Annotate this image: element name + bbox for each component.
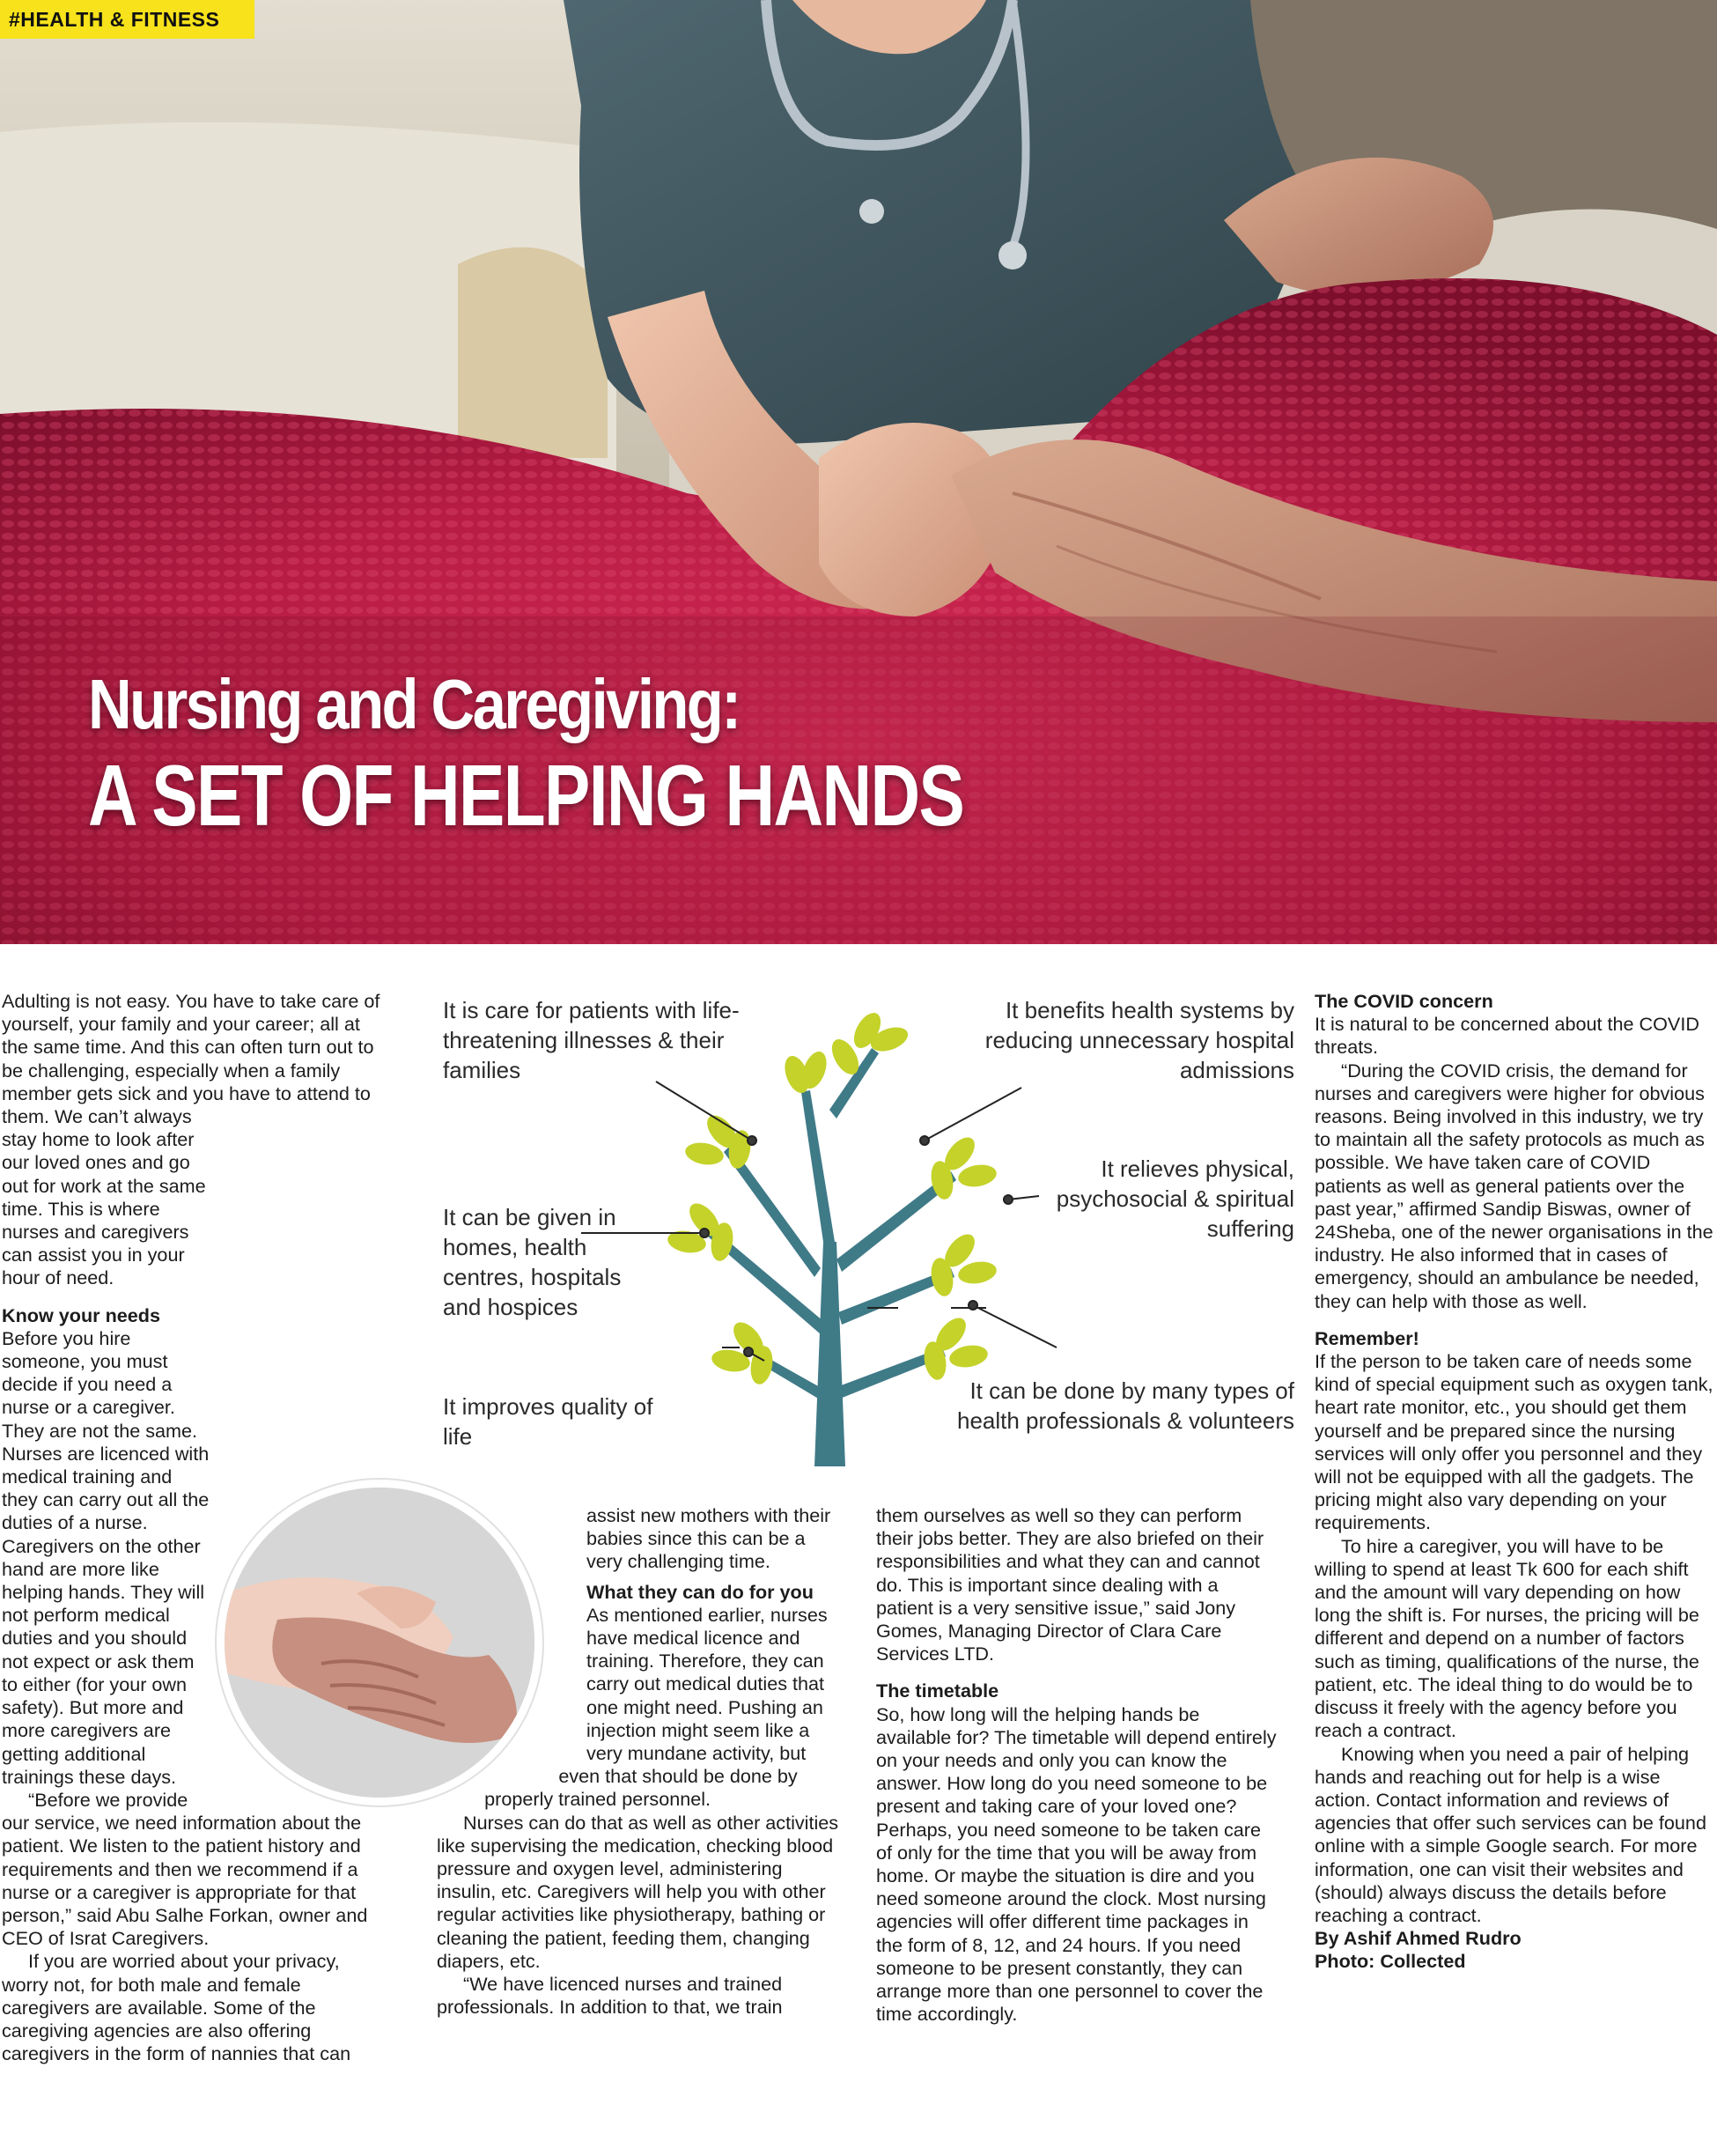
paragraph-covid-threats: It is natural to be concerned about the COVID threats. <box>1315 1013 1699 1059</box>
paragraph-pricing: To hire a caregiver, you will have to be willing to spend at least Tk 600 for each shift and the amount will vary depending on how long the shift is. For nurses, the pricing will be different and depend on a number of factors such as timing, qualifications of the nurse, the patient, etc. The ideal thing to do would be to discuss it freely with the agency before you reach a contract. <box>1315 1534 1699 1742</box>
intro-paragraph: Adulting is not easy. You have to take care of yourself, your family and your career; all at the same time. And this can often turn out to be challenging, especially when a family member gets sick and you have to attend to them. We can’t always stay home to look after our loved ones and go out for work at the same time. This is where nurses and caregivers can assist you in your hour of need. <box>2 990 380 1289</box>
column-4 <box>1315 990 1717 1974</box>
section-tag: #HEALTH & FITNESS <box>0 0 254 39</box>
info-item-2: It benefits health systems by reducing unnecessary hospital admissions <box>984 997 1294 1083</box>
paragraph-timetable: So, how long will the helping hands be available for? The timetable will depend entirely on your needs and only you can know the answer. How long do you need someone to be present and taking care of your loved one? Perhaps, you need someone to be taken care of only for the time that you will be away from home. Or maybe the situation is dire and you need someone around the clock. Most nursing agencies will offer different time packages in the form of 8, 12, and 24 hours. If you need someone to be present constantly, they can arrange more than one personnel to cover the time accordingly. <box>876 1702 1277 2026</box>
info-item-1: It is care for patients with life-threatening illnesses & their families <box>443 997 740 1083</box>
paragraph-gomes-quote: them ourselves as well so they can perform their jobs better. They are also briefed on their responsibilities and what they can and cannot do. This is important since dealing with a patient is a very sensitive issue,” said Jony Gomes, Managing Director of Clara Care Services LTD. <box>876 1504 1264 1665</box>
paragraph-reaching-out: Knowing when you need a pair of helping hands and reaching out for help is a wise action. Contact information and reviews of agencies that offer such services can be found online with a simple Google search. For more information, one can visit their websites and (should) always discuss the details before reaching a contract. <box>1315 1742 1706 1926</box>
headline-line-2: A SET OF HELPING HANDS <box>88 747 964 844</box>
paragraph-licenced-nurses: “We have licenced nurses and trained professionals. In addition to that, we train <box>437 1973 783 2019</box>
heading-covid-concern: The COVID concern <box>1315 990 1493 1012</box>
paragraph-medical-duties: As mentioned earlier, nurses have medical licence and training. Therefore, they can carry out medical duties that one might need. Pushing an injection might seem like a very mundane activity, but even that should be done by properly trained personnel. <box>484 1603 828 1811</box>
column-2 <box>437 1504 840 2019</box>
column-3 <box>876 1504 1279 2026</box>
heading-know-your-needs: Know your needs <box>2 1303 160 1326</box>
headline <box>88 662 1183 844</box>
info-item-4: It can be given in homes, health centres, hospitals and hospices <box>443 1204 622 1320</box>
heading-timetable: The timetable <box>876 1680 999 1702</box>
info-item-5: It improves quality of life <box>443 1393 653 1450</box>
paragraph-other-activities: Nurses can do that as well as other activities like supervising the medication, checking blood pressure and oxygen level, administering insulin, etc. Caregivers will help you with other regular activities like physiotherapy, bathing or cleaning the patient, feeding them, changing diapers, etc. <box>437 1811 839 1972</box>
heading-what-they-can-do: What they can do for you <box>586 1580 814 1603</box>
info-item-6: It can be done by many types of health professionals & volunteers <box>956 1377 1294 1434</box>
hero-photo <box>0 0 1717 944</box>
photo-credit: Photo: Collected <box>1315 1950 1466 1973</box>
headline-line-1: Nursing and Caregiving: <box>88 665 740 743</box>
byline-author: By Ashif Ahmed Rudro <box>1315 1927 1522 1950</box>
info-item-3: It relieves physical, psychosocial & spiritual suffering <box>1056 1156 1294 1242</box>
column-1 <box>2 990 389 2065</box>
heading-remember: Remember! <box>1315 1326 1419 1349</box>
infographic <box>423 978 1294 1471</box>
paragraph-equipment: If the person to be taken care of needs some kind of special equipment such as oxygen tank, heart rate monitor, etc., you should get them yourself and be prepared since the nursing services will only offer you personnel and they will not be equipped with all the gadgets. The pricing might also vary depending on your requirements. <box>1315 1350 1713 1534</box>
paragraph-biswas-quote: “During the COVID crisis, the demand for nurses and caregivers were higher for obvious reasons. Being involved in this industry, we try to maintain all the safety protocols as much as possible. We have taken care of COVID patients as well as general patients over the past year,” affirmed Sandip Biswas, owner of 24Sheba, one of the newer organisations in the industry. He also informed that in cases of emergency, should an ambulance be needed, they can help with those as well. <box>1315 1059 1713 1312</box>
paragraph-new-mothers: assist new mothers with their babies since this can be a very challenging time. <box>586 1504 831 1573</box>
paragraph-forkan-quote: “Before we provide our service, we need information about the patient. We listen to the patient history and requirements and then we recommend if a nurse or a caregiver is appropriate for that person,” said Abu Salhe Forkan, owner and CEO of Israt Caregivers. <box>2 1788 368 1950</box>
paragraph-privacy: If you are worried about your privacy, worry not, for both male and female caregivers are available. Some of the caregiving agencies are also offering caregivers in the form of nannies that can <box>2 1950 351 2065</box>
paragraph-know-your-needs: Before you hire someone, you must decide if you need a nurse or a caregiver. They are not the same. Nurses are licenced with medical training and they can carry out all the duties of a nurse. Caregivers on the other hand are more like helping hands. They will not perform medical duties and you should not expect or ask them to either (for your own safety). But more and more caregivers are getting additional trainings these days. <box>2 1326 210 1788</box>
